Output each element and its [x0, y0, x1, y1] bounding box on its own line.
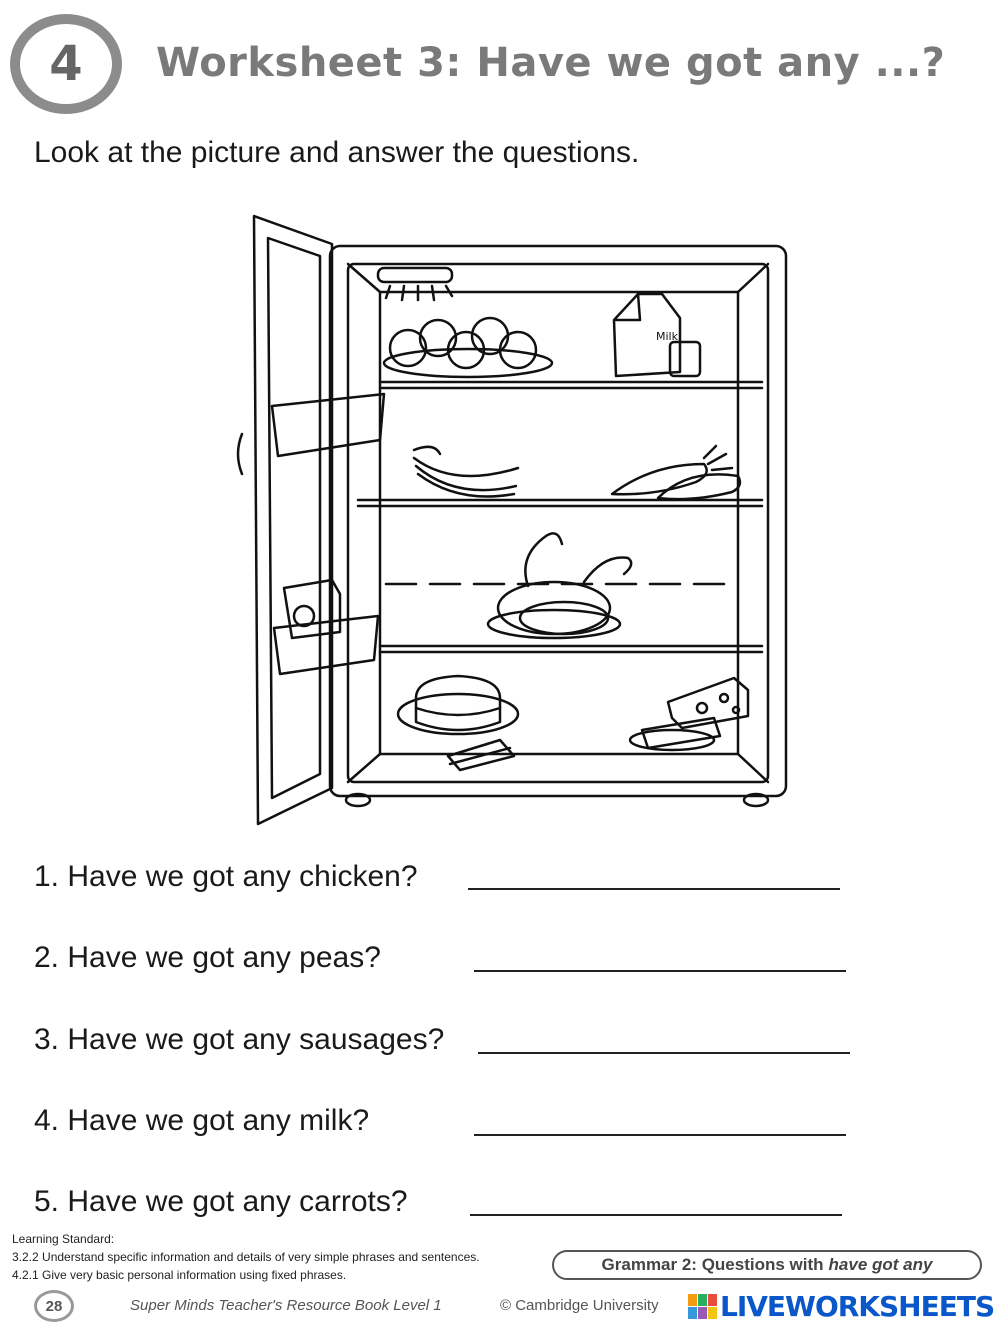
- door-bin-upper: [272, 394, 384, 456]
- answer-line-5[interactable]: [470, 1214, 842, 1216]
- milk-label: Milk: [656, 330, 678, 343]
- question-4: 4. Have we got any milk?: [34, 1104, 370, 1137]
- grammar-box: [552, 1250, 982, 1280]
- instruction-text: Look at the picture and answer the questions.: [34, 136, 640, 169]
- liveworksheets-logo-icon: [688, 1294, 718, 1320]
- roast-chicken: [498, 582, 610, 634]
- fruit-bowl: [384, 349, 552, 377]
- question-1: 1. Have we got any chicken?: [34, 860, 418, 893]
- milk-glass: [670, 342, 700, 376]
- learning-standard-item-1: 3.2.2 Understand specific information and details of very simple phrases and sentences.: [12, 1250, 480, 1264]
- learning-standard-item-2: 4.2.1 Give very basic personal information using fixed phrases.: [12, 1268, 347, 1282]
- page-number: 28: [34, 1290, 74, 1322]
- grammar-emphasis: have got any: [828, 1255, 933, 1274]
- answer-line-4[interactable]: [474, 1134, 846, 1136]
- fridge-light: [378, 268, 452, 282]
- liveworksheets-watermark[interactable]: LIVEWORKSHEETS: [720, 1290, 995, 1323]
- question-5: 5. Have we got any carrots?: [34, 1185, 408, 1218]
- question-2: 2. Have we got any peas?: [34, 941, 381, 974]
- book-title: Super Minds Teacher's Resource Book Level 1: [130, 1297, 442, 1314]
- shelf-third: [380, 646, 762, 652]
- grammar-prefix: Grammar 2: Questions with: [601, 1255, 824, 1274]
- question-3: 3. Have we got any sausages?: [34, 1023, 445, 1056]
- cake: [416, 676, 500, 730]
- answer-line-3[interactable]: [478, 1052, 850, 1054]
- carrots: [612, 464, 707, 494]
- answer-line-1[interactable]: [468, 888, 840, 890]
- copyright: © Cambridge University: [500, 1297, 659, 1314]
- bananas: [414, 458, 518, 476]
- unit-number: 4: [49, 36, 83, 92]
- worksheet-title: Worksheet 3: Have we got any ...?: [156, 40, 946, 86]
- unit-number-badge: [10, 14, 122, 114]
- learning-standard-heading: Learning Standard:: [12, 1232, 115, 1246]
- door-handle: [238, 434, 242, 474]
- cheese-wedge: [668, 678, 748, 728]
- shelf-second: [358, 500, 762, 506]
- answer-line-2[interactable]: [474, 970, 846, 972]
- fridge-illustration: [228, 208, 788, 838]
- fridge-back-wall: [380, 292, 738, 754]
- shelf-top: [380, 382, 762, 388]
